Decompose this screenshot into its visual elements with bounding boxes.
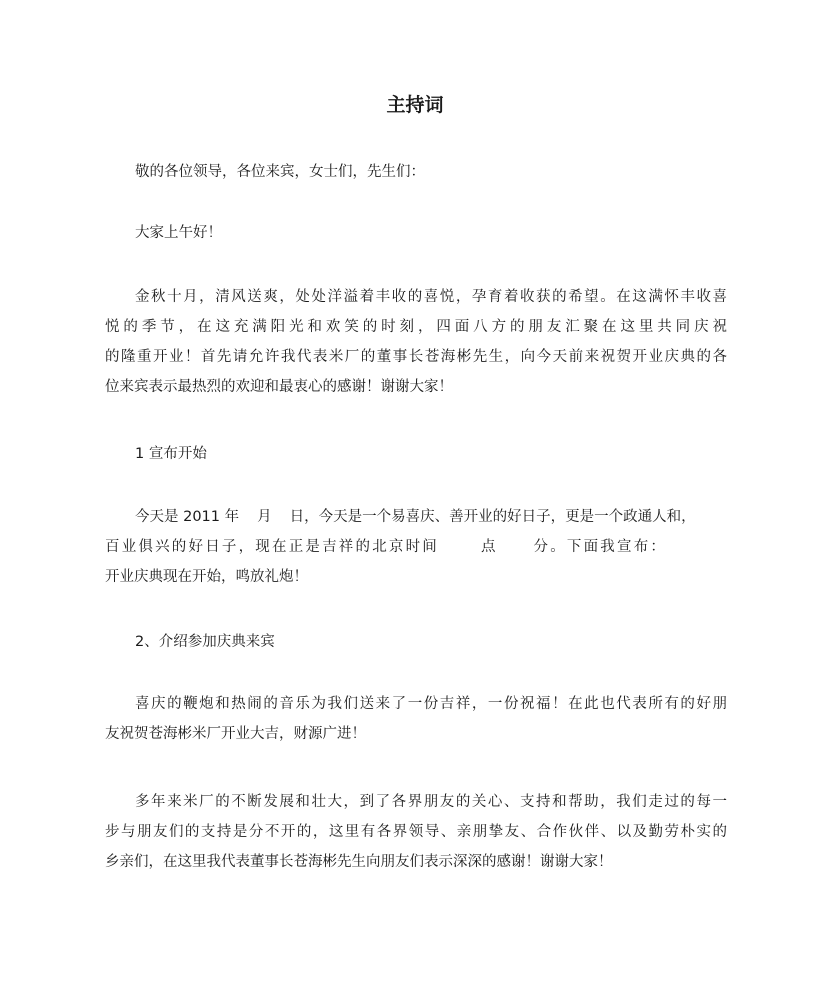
time-prefix-text: 百业俱兴的好日子，现在正是吉祥的北京时间 (105, 539, 439, 555)
intro-line: 位来宾表示最热烈的欢迎和最衷心的感谢！谢谢大家！ (105, 379, 453, 395)
section2-heading-text: 2、介绍参加庆典来宾 (135, 634, 275, 650)
document-title: 主持词 (386, 94, 444, 116)
intro-line: 悦的季节，在这充满阳光和欢笑的时刻，四面八方的朋友汇聚在这里共同庆祝 (105, 319, 727, 335)
intro-line: 的隆重开业！首先请允许我代表米厂的董事长苍海彬先生，向今天前来祝贺开业庆典的各 (105, 349, 727, 365)
section2-p1-line: 喜庆的鞭炮和热闹的音乐为我们送来了一份吉祥，一份祝福！在此也代表所有的好朋 (135, 696, 727, 712)
time-hour-text: 点 (481, 539, 496, 555)
greeting-paragraph (105, 157, 727, 187)
time-minute-text: 分。下面我宣布： (533, 539, 668, 555)
section1-line-3: 开业庆典现在开始，鸣放礼炮！ (105, 569, 308, 585)
section2-p2-line: 步与朋友们的支持是分不开的，这里有各界领导、亲朋挚友、合作伙伴、以及勤劳朴实的 (105, 824, 727, 840)
section2-paragraph-2 (105, 787, 727, 877)
section1-line-2 (105, 532, 727, 562)
section2-heading (105, 627, 727, 657)
section2-p2-line: 多年来米厂的不断发展和壮大，到了各界朋友的关心、支持和帮助，我们走过的每一 (135, 794, 727, 810)
section1-heading-text: 1 宣布开始 (135, 446, 207, 462)
greeting-line: 敬的各位领导，各位来宾，女士们，先生们： (135, 164, 425, 180)
date-day-text: 日，今天是一个易喜庆、善开业的好日子，更是一个政通人和， (289, 509, 696, 525)
intro-paragraph (105, 282, 727, 402)
section1-paragraph (105, 502, 727, 592)
date-year-text: 今天是 2011 年 (135, 509, 240, 525)
hello-line: 大家上午好！ (135, 225, 222, 241)
hello-paragraph (105, 218, 727, 248)
date-month-text: 月 (257, 509, 272, 525)
section1-line-1 (105, 502, 727, 532)
intro-line: 金秋十月，清风送爽，处处洋溢着丰收的喜悦，孕育着收获的希望。在这满怀丰收喜 (135, 289, 727, 305)
section1-heading (105, 439, 727, 469)
section2-paragraph-1 (105, 689, 727, 749)
section2-p1-line: 友祝贺苍海彬米厂开业大吉，财源广进！ (105, 726, 366, 742)
section2-p2-line: 乡亲们，在这里我代表董事长苍海彬先生向朋友们表示深深的感谢！谢谢大家！ (105, 854, 613, 870)
